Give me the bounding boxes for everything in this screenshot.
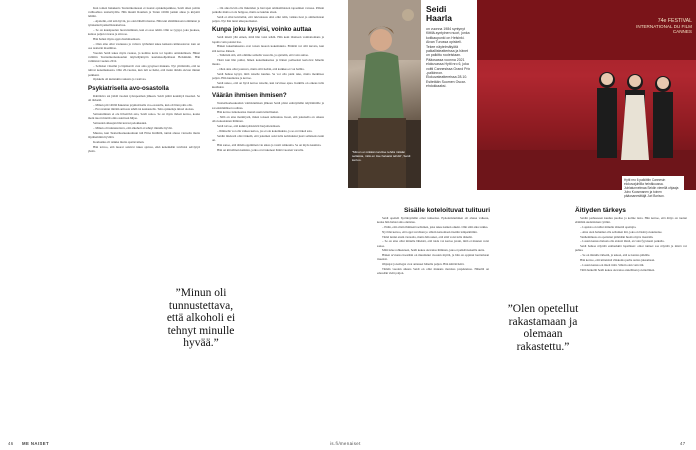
body-paragraph: Ohjaajat ja kollegat ovat antaneet hänelle paljon. Hän kiittää heitä. (382, 262, 465, 267)
body-paragraph: Seidi haluaa näyttää esimerkkiä lapsilleen: omat tunteet saa näyttää ja niistä voi puhua. (575, 244, 687, 253)
page-number: 46 (8, 441, 14, 446)
festival-line-1: 74e FESTIVAL (657, 18, 692, 24)
body-paragraph: – Lasten kanssa en mieti töitä. Silloin olen vain äiti. (580, 262, 645, 267)
site-url: is.fi/menaiset (330, 441, 361, 446)
body-paragraph: Seidi haluaa kysyä, mitä toiselle kuuluu. Se voi olla pieni teko, mutta merkitsee paljon. Hän kuuntelee ja kertoo. (212, 72, 324, 81)
body-paragraph: Hän halusi myös oppia hommaamaan. (93, 37, 141, 42)
body-paragraph: Tämä tuntui ensin vieraalta, mutta hän uskoi, että siitä voisi tulla tärkeää. (382, 234, 473, 239)
body-paragraph: Seidi mietti yhä ennen, mitä hän voisi tehdä. Hän koki tilanteen voimattomana ja lopulta vain poistui itse. (212, 35, 324, 44)
body-paragraph: – Ajattelin, että tein hyvin, jos olen lähellä mestaa. Hän teki säätämistaan toiminnan ja työskenteli paikallisteatterissa. (88, 19, 200, 28)
left-col-2 (212, 6, 324, 436)
body-paragraph: Muutos, kun Teatterikorkeakouluun tuli Elina Knihtilä, tuntui alussa vieraalta mutta myöhemmin hyvältä. (88, 130, 200, 139)
body-paragraph: Seidi opetteli hyväksymään omat tunteensa. Epäonnistuminen oli alussa vaikeaa, koska hän halusi aina onnistua. (377, 216, 489, 225)
right-col-1 (377, 216, 489, 430)
festival-banner (612, 18, 692, 35)
body-paragraph: Seidi toivoo, että kaikki pääsisivät harjoittelemaan. (217, 124, 281, 129)
body-paragraph: – En tavannut mitään armosta tehdä tai keskustella. Tein opiskeluja niissä oloissa. (93, 107, 195, 112)
body-paragraph: Kouluaika oli rankka mutta opettavainen. (93, 139, 145, 144)
body-paragraph: Seidin mielestä olisi tärkeää, että jokainen saisi tulla kohdatuksi juuri sellaisena kuin on. (212, 133, 324, 142)
festival-line-2: INTERNATIONAL DU FILM (636, 24, 692, 29)
section-heading: Väärän ihmisen ihmisen? (212, 92, 287, 100)
name-first: Seidi (426, 4, 447, 14)
body-paragraph: Opiskelu oli kuitenkin raskasta ja vaativaa. (93, 77, 147, 82)
body-paragraph: Mitä tulee rohkeuteen, Seidi kokee olevansa ihminen, joka ei pelkää kokeilla uutta. (382, 248, 485, 253)
person-name (426, 5, 474, 23)
body-paragraph: Hänen arvionsa itsestään on muuttunut vuosien myötä, ja hän on oppinut luottamaan itseensä. (377, 253, 489, 262)
body-paragraph: Sairastuminen ei ole hävettävä asia, Seidi sanoo. Se on myös tärkeä kertoa, koska moni nuori miettii omia asioitaan hiljaa. (88, 112, 200, 121)
body-paragraph: – Pidin, että olisin ihmisenä sellainen, joka tekee kaiken oikein. Olin siitä aika tarkka. (382, 225, 489, 229)
body-paragraph: Seidi ei ollut kuvitellut, että tulevaisuus olisi ollut näin, vaikka tiesi jo ammatistaan paljon. Nyt hän tunsi ulkopuoliseksi. (212, 15, 324, 24)
body-paragraph: – Minun oli tunnustettava, että alkoholi ei tehnyt minulle hyvää. (93, 126, 173, 130)
body-paragraph: Hän on kiitollinen kaikista, jotka ovat tukeneet häntä vuosien varrella. (217, 147, 304, 152)
portrait-photo (348, 0, 421, 188)
festival-line-3: CANNES (672, 29, 692, 35)
right-col-2 (575, 216, 687, 430)
body-paragraph: Hän kertoo tunteneensa itsensä usein kiitolliseksi. (217, 110, 279, 115)
section-heading: Kunpa joku kysyisi, voinko auttaa (212, 26, 312, 34)
body-paragraph: Hän toivoo, että nuoret saisivat tukea ajoissa, eikä kenenkään tarvitsisi selviytyä yksin. (88, 144, 200, 153)
section-heading: Psykiatrisella avo-osastolla (88, 84, 169, 92)
body-paragraph: – Sillä on aina merkitystä, miten toiseen suhtautuu. Koen, että jokaisella on oikeus olla kokonainen ihminen. (212, 115, 324, 124)
body-paragraph: Sairauden alkuajan hän kuvasi pelokkaaksi. (93, 121, 148, 126)
body-paragraph: – Olen aina ollut joustava, mutta silti tiedän, että kaikkea ei voi hallita. (217, 67, 305, 72)
name-last: Haarla (426, 13, 452, 23)
body-paragraph: – Ihmiselle voi olla vaikea kertoa, jos ei ole kokemuksia, ja se on tärkeä asia. (217, 129, 313, 133)
cannes-photo (477, 0, 696, 190)
body-paragraph: – Olen aina ollut vastuussa ja valtava työhaluni tekee kaikesta kiinnostavaa: kun on osa teatterin maailmaa. (88, 42, 200, 51)
body-paragraph: Seidi uskoo, että on hyvä kertoa toiselle, kun tarvitsee apua. Kaikilla on oikeus tulla kuulluksi. (212, 81, 324, 90)
left-col-1 (88, 6, 200, 436)
body-paragraph: – Se on minulle tärkeää, ja uskon, että se kantaa pitkälle. (580, 253, 651, 258)
body-paragraph: Tällä hetkellä Seidi kokee olevansa onnellinen ja kiitollinen. (580, 267, 655, 272)
body-paragraph: – Minun piti välillä hakeutua psykiatriselle avo-osastolle, kun oli liian paha olla. (93, 102, 193, 107)
body-paragraph: Seidin perheeseen kuuluu puoliso ja kolme lasta. Hän kertoo, että äitiys on tuonut elämään uudenlaisen rytmin. (575, 216, 687, 225)
body-paragraph: – Se on aina ollut minulle läheistä, että taide voi kertoa jotain, mitä ei muuten voisi sanoa. (377, 239, 489, 248)
body-paragraph: Hän sanoo, että tämän oppiminen vie aikaa ja vaatii rohkeutta. Se on myös kaunista. (217, 142, 322, 147)
pull-quote: ”Minun oli tunnustettava, että alkoholi ei tehnyt minulle hyvää.” (160, 283, 242, 354)
body-paragraph: – Se on kausipuolen luovuttaminen, kun ei osaa tehdä. Olin se tyyppi, joka juoksee, kantaa paljon tavaraa ja siivoaa. (88, 28, 200, 37)
body-paragraph: Hänen kokemuksensa ovat toisen nuoren kokemuksia. Elämää voi silti kuvata, kun sitä kertoo ääneen. (212, 44, 324, 53)
side-caption: Hytti nro 6 palkittiin Cannesin elokuvajuhlilla heinäkuussa. Juhlatunnelmaa Seidin vierellä ohjaaja Juho Kuosmanen ja toinen pääosanesittäjä Juri Borisov. (622, 176, 684, 200)
body-paragraph: Rahtilaiva sai jäädä vuoden työrupeaman jälkeen. Seidi päätti keskittyä itseensä. Se oli tärkeää. (88, 93, 200, 102)
pull-quote: ”Olen opetellut rakastamaan ja olemaan rakastettu.” (497, 300, 589, 356)
body-paragraph: Tämän vuoden aikana Seidi on ollut mukana monissa projekteissa. Hänellä on edessään vielä paljon. (377, 266, 489, 276)
body-paragraph: – Aina olen halunnut olla sellainen äiti, joka on läsnä ja kuuntelee. (580, 229, 663, 234)
body-paragraph: Vanhemmuus on opettanut pitämään huolta myös itsestään. (580, 234, 654, 239)
bio-text: on vuonna 1984 syntynyt Kittilä-syntyinen nuori, jonka kotikaupunki on Helsinki. Aivan Turussa opiskeli. Tekee näytelmätyötä paikallisteatterissa ja hänet on palkittu rooleistaan. Pääosassa vuonna 2021 elokuvassa Hytti nro 6, joka voitti Cannesissa Grand Prix -palkinnon. Elokuvateattereissa 28.10. Esitetään Suomen Oscar-ehdokkaaksi. (426, 27, 471, 89)
body-paragraph: Kun toinen hakukerta Teatterikorkeaan ei tuonut opiskelupaikkaa, Seidi alkoi pohtia vaihtoehtoa teatterityölle. Hän muutti Rauman ja Turun välillä jonkin aikaa ja kirjoitti lehtiin. (88, 6, 200, 19)
body-paragraph: Nyt hän kertoo, että oppi tavallaan jo silloin katsomaan itseään lempeämmin. (382, 229, 478, 234)
body-paragraph: – Lapsista on tullut minulle tärkeitä opettajia. (580, 225, 637, 229)
body-paragraph: Teatterikorkeakoulun valmistumisen jälkeen Seidi pääsi esiintymään näyttämöille ja sai ensimmäiset roolinsa. (212, 101, 324, 110)
body-paragraph: Hän kertoo, että kiireisinä viikkoina perhe auttaa jaksamaan. (580, 257, 655, 262)
body-paragraph: Vuoden Seidi tekee myös ruokaa, ja kolmas kerta toi lopulta onnistumisen. Hänet valittiin Teatterikorkeakoulun näyttelijäntyön koulutusohjelmaan Helsinkiin. Hän valmistui vuonna 2012. (88, 51, 200, 64)
section-heading: Äitiyden tärkeys (575, 207, 626, 214)
magazine-name: ME NAISET (22, 441, 49, 446)
body-paragraph: – Tulkitsin sitä, että olimme samalla vuorolla, ja ajattelin, että voin auttaa. (217, 53, 309, 58)
section-heading: Sisälle koteloituvat tulituuri (404, 207, 491, 214)
body-paragraph: – Lasten kanssa haluan olla aidosti läsnä, en vain fyysisesti paikalla. (580, 239, 665, 244)
body-paragraph: – On aika hevin olla läsköiden ja harvojen ammattilaisten tapaamien varassa. Pääsin paikalle mutta ei ole helppoa, mutta se kuuluu alaan. (212, 6, 324, 15)
photo-caption: ”Minun ei mikään tarvitse tehdä mitään sellaista, mitä en itse haluaisi tehdä”, Seidi kertoo. (352, 150, 411, 162)
page-number: 47 (680, 441, 686, 446)
body-paragraph: Tästä kun hän puhui, hänen kokemuksensa ja hänen perheensä kertoivat hänelle muuta. (212, 58, 324, 67)
body-paragraph: – Sellaiset vitsailut ja läpäisevät ovat aina pysyneet mukana. Nyt ymmärrän, että ne tulivat kokemuksesta. Olin 20-vuotias, kun tuli se hetki, että tiesin tämän olevan minun paikkani. (88, 64, 200, 77)
